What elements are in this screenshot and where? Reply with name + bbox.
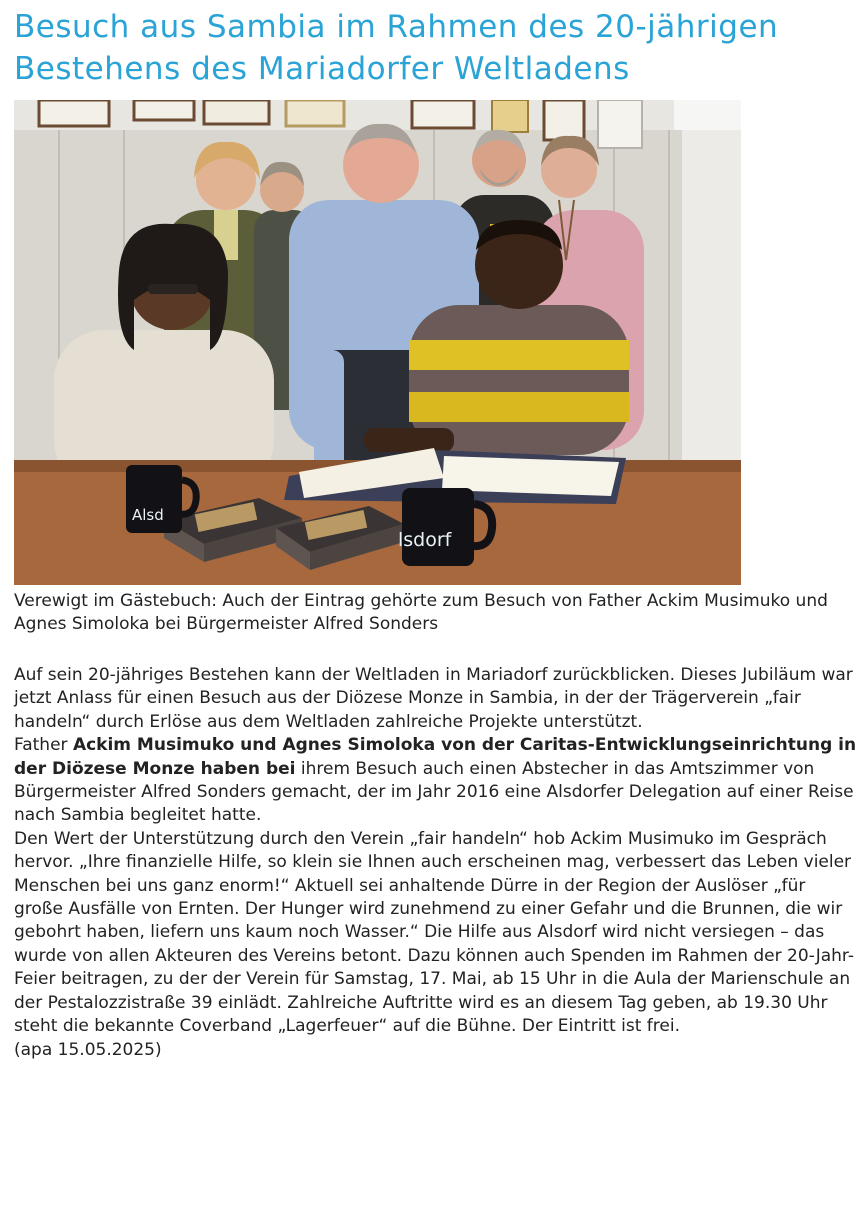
svg-text:Alsd: Alsd xyxy=(132,506,164,524)
paragraph-2-start: Father xyxy=(14,735,73,756)
photo-illustration xyxy=(14,100,741,585)
photo-caption: Verewigt im Gästebuch: Auch der Eintrag gehörte zum Besuch von Father Ackim Musimuko und Agnes Simoloka bei Bürgermeister Alfred Sonders xyxy=(14,591,828,634)
title-line-2: Bestehens des Mariadorfer Weltladens xyxy=(14,51,630,87)
article-photo xyxy=(14,100,741,585)
article-body xyxy=(14,664,859,1062)
paragraph-2-bold: Ackim Musimuko und Agnes Simoloka von der Caritas-Entwicklungseinrichtung in der Diözese Monze haben bei xyxy=(14,735,857,779)
paragraph-1: Auf sein 20-jähriges Bestehen kann der Weltladen in Mariadorf zurückblicken. Dieses Jubiläum war jetzt Anlass für einen Besuch aus der Diözese Monze in Sambia, in der der Trägerverein „fair handeln“ durch Erlöse aus dem Weltladen zahlreiche Projekte unterstützt. xyxy=(14,665,853,732)
article-title xyxy=(14,6,854,90)
svg-text:lsdorf: lsdorf xyxy=(398,529,452,551)
paragraph-2-end: ihrem Besuch auch einen Abstecher in das Amtszimmer von Bürgermeister Alfred Sonders gemacht, der im Jahr 2016 eine Alsdorfer Delegation auf einer Reise nach Sambia begleitet hatte. xyxy=(14,758,854,826)
title-line-1: Besuch aus Sambia im Rahmen des 20-jährigen xyxy=(14,9,779,45)
paragraph-3: Den Wert der Unterstützung durch den Verein „fair handeln“ hob Ackim Musimuko im Gespräch hervor. „Ihre finanzielle Hilfe, so klein sie Ihnen auch erscheinen mag, verbessert das Leben vieler Menschen bei uns ganz enorm!“ Aktuell sei anhaltende Dürre in der Region der Auslöser „für große Ausfälle von Ernten. Der Hunger wird zunehmend zu einer Gefahr und die Brunnen, die wir gebohrt haben, liefern uns kaum noch Wasser.“ Die Hilfe aus Alsdorf wird nicht versiegen – das wurde von allen Akteuren des Vereins betont. Dazu können auch Spenden im Rahmen der 20-Jahr-Feier beitragen, zu der der Verein für Samstag, 17. Mai, ab 15 Uhr in die Aula der Marienschule an der Pestalozzistraße 39 einlädt. Zahlreiche Auftritte wird es an diesem Tag geben, ab 19.30 Uhr steht die bekannte Coverband „Lagerfeuer“ auf die Bühne. Der Eintritt ist frei. xyxy=(14,828,854,1037)
article-source: (apa 15.05.2025) xyxy=(14,1039,162,1060)
paragraph-2 xyxy=(14,734,859,828)
